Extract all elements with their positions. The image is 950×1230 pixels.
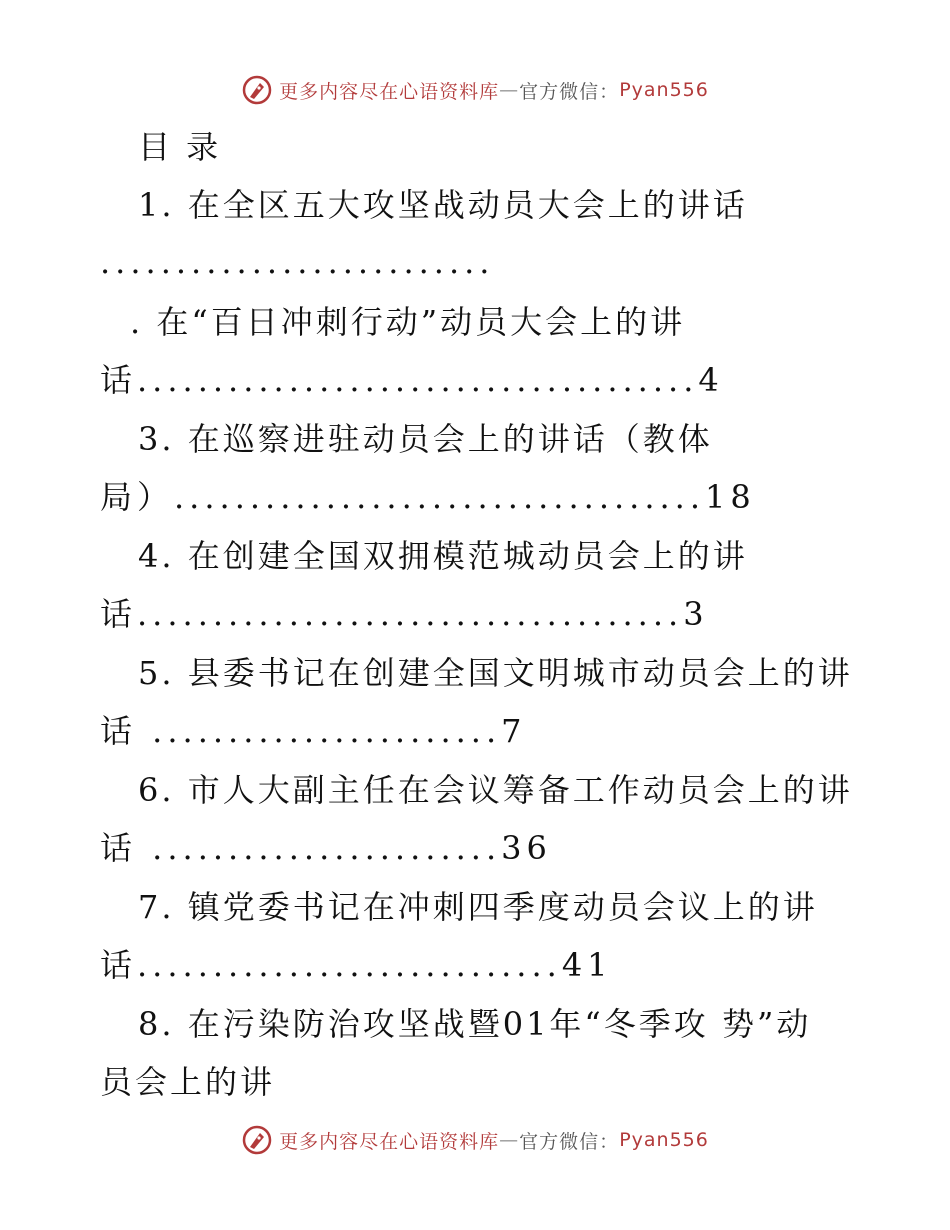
watermark-handle: Pyan556	[619, 1129, 709, 1151]
toc-title: 目 录	[138, 128, 222, 166]
toc-entry-3-leader: 局）...................................18	[100, 478, 756, 516]
watermark-text: 更多内容尽在心语资料库	[279, 80, 500, 103]
watermark-label: 官方微信：	[519, 1130, 620, 1153]
pen-nib-logo-icon	[241, 1124, 273, 1156]
toc-entry-5-leader: 话 .......................7	[100, 712, 527, 750]
toc-entry-4: 4. 在创建全国双拥模范城动员会上的讲	[138, 537, 748, 575]
toc-entry-1-leader: ..........................	[100, 243, 495, 281]
toc-entry-8: 8. 在污染防治攻坚战暨01年“冬季攻 势”动	[138, 1005, 812, 1043]
toc-entry-7-leader: 话............................41	[100, 946, 613, 984]
watermark-separator: —	[499, 1129, 520, 1151]
toc-entry-8-continuation: 员会上的讲	[100, 1063, 276, 1101]
watermark-text: 更多内容尽在心语资料库	[279, 1130, 500, 1153]
toc-entry-7: 7. 镇党委书记在冲刺四季度动员会议上的讲	[138, 888, 818, 926]
watermark-handle: Pyan556	[619, 79, 709, 101]
toc-entry-3: 3. 在巡察进驻动员会上的讲话（教体	[138, 420, 713, 458]
toc-entry-6-leader: 话 .......................36	[100, 829, 552, 867]
toc-entry-5: 5. 县委书记在创建全国文明城市动员会上的讲	[138, 654, 853, 692]
toc-entry-2: . 在“百日冲刺行动”动员大会上的讲	[130, 303, 686, 341]
toc-entry-2-leader: 话.....................................4	[100, 361, 724, 399]
toc-entry-4-leader: 话....................................3	[100, 595, 709, 633]
toc-entry-1: 1. 在全区五大攻坚战动员大会上的讲话	[138, 186, 748, 224]
toc-entry-6: 6. 市人大副主任在会议筹备工作动员会上的讲	[138, 771, 853, 809]
watermark-banner-bottom	[0, 1120, 950, 1160]
watermark-separator: —	[499, 79, 520, 101]
watermark-label: 官方微信：	[519, 80, 620, 103]
